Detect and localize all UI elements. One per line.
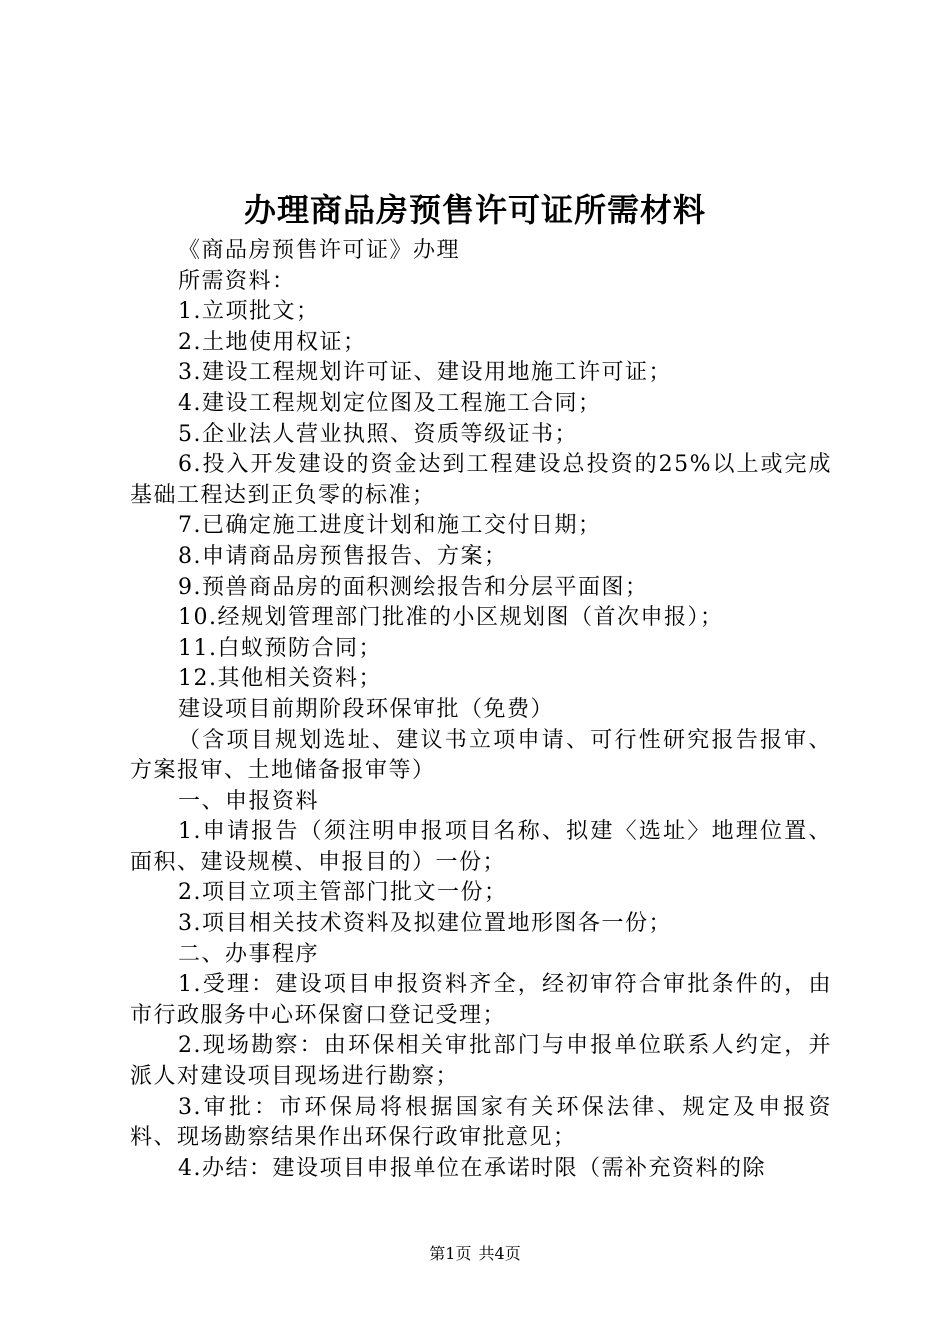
paragraph: 12.其他相关资料； xyxy=(178,666,382,692)
paragraph: 8.申请商品房预售报告、方案； xyxy=(178,543,508,569)
section-heading: 二、办事程序 xyxy=(178,941,320,967)
paragraph: 1.申请报告（须注明申报项目名称、拟建〈选址〉地理位置、面积、建设规模、申报目的）一份； xyxy=(130,819,832,875)
paragraph: 6.投入开发建设的资金达到工程建设总投资的25%以上或完成基础工程达到正负零的标准； xyxy=(130,452,832,508)
page-footer xyxy=(0,1243,950,1265)
paragraph: 1.受理：建设项目申报资料齐全，经初审符合审批条件的，由市行政服务中心环保窗口登记受理； xyxy=(130,972,832,1028)
paragraph: （含项目规划选址、建议书立项申请、可行性研究报告报审、方案报审、土地储备报审等） xyxy=(130,727,832,784)
paragraph: 2.现场勘察：由环保相关审批部门与申报单位联系人约定，并派人对建设项目现场进行勘察； xyxy=(130,1033,832,1090)
paragraph: 所需资料： xyxy=(178,268,296,294)
paragraph: 10.经规划管理部门批准的小区规划图（首次申报）； xyxy=(178,605,724,631)
paragraph: 7.已确定施工进度计划和施工交付日期； xyxy=(178,513,602,539)
document-title: 办理商品房预售许可证所需材料 xyxy=(243,191,706,229)
paragraph: 2.项目立项主管部门批文一份； xyxy=(178,880,508,906)
section-heading: 一、申报资料 xyxy=(178,788,320,814)
paragraph: 5.企业法人营业执照、资质等级证书； xyxy=(178,421,578,447)
paragraph: 1.立项批文； xyxy=(178,299,320,325)
paragraph: 3.项目相关技术资料及拟建位置地形图各一份； xyxy=(178,911,672,937)
paragraph: 《商品房预售许可证》办理 xyxy=(178,238,461,263)
paragraph: 4.办结：建设项目申报单位在承诺时限（需补充资料的除 xyxy=(178,1155,766,1181)
paragraph: 11.白蚁预防合同； xyxy=(178,635,382,661)
paragraph: 3.审批：市环保局将根据国家有关环保法律、规定及申报资料、现场勘察结果作出环保行政审批意见； xyxy=(130,1094,832,1151)
paragraph: 3.建设工程规划许可证、建设用地施工许可证； xyxy=(178,360,672,386)
page-total: 共4页 xyxy=(478,1244,521,1263)
paragraph: 4.建设工程规划定位图及工程施工合同； xyxy=(178,390,602,416)
page-number: 第1页 xyxy=(429,1244,472,1263)
document-body xyxy=(130,236,832,1184)
paragraph: 9.预兽商品房的面积测绘报告和分层平面图； xyxy=(178,574,649,600)
paragraph: 2.土地使用权证； xyxy=(178,329,367,355)
paragraph: 建设项目前期阶段环保审批（免费） xyxy=(178,696,555,722)
